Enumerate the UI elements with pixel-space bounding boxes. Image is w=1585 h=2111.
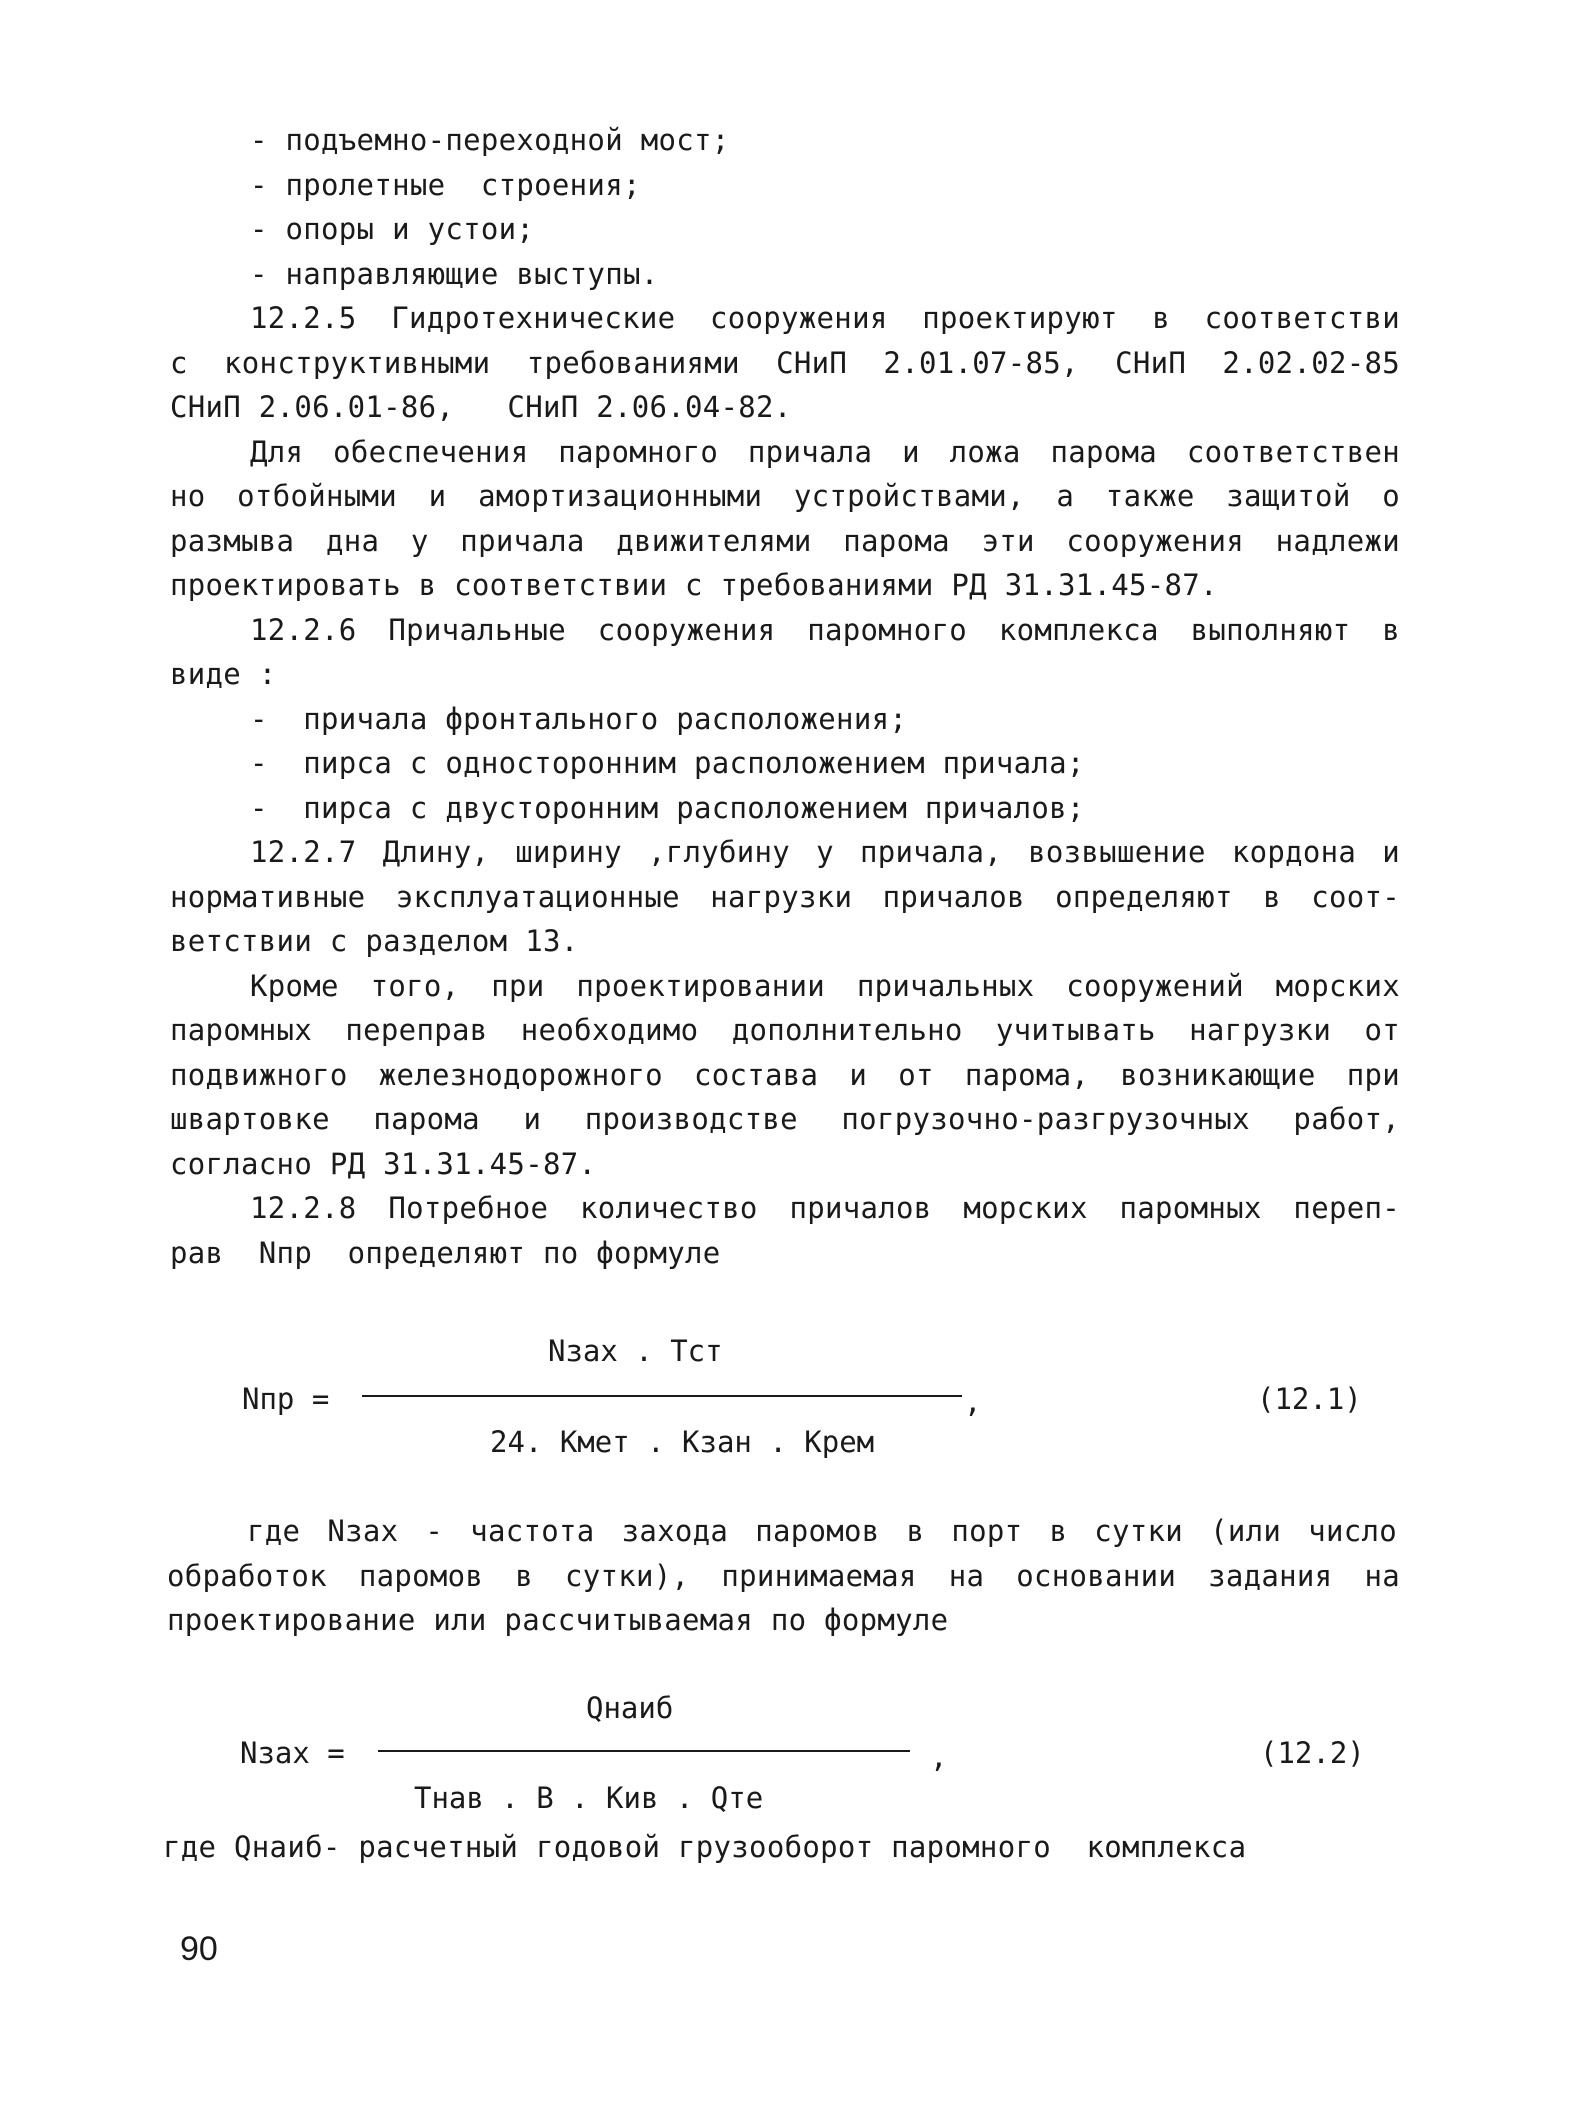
formula-12-1-lhs: Nпр = [242,1382,330,1416]
paragraph-besides-line: согласно РД 31.31.45-87. [170,1146,597,1181]
paragraph-12-2-7-line: нормативные эксплуатационные нагрузки причалов определяют в соот- [170,879,1400,914]
formula-12-2-fraction-bar [378,1750,910,1752]
paragraph-12-2-8-line: рав Nпр определяют по формуле [170,1235,721,1270]
where-qnaib-paragraph [163,1825,1403,1870]
formula-12-2-comma: , [930,1740,948,1774]
where-nzax-line: обработок паромов в сутки), принимаемая на основании задания на [167,1558,1400,1593]
paragraph-defense-line: проектировать в соответствии с требованиями РД 31.31.45-87. [170,568,1218,602]
list-item: - подъемно-переходной мост; [250,123,730,157]
paragraph-12-2-6-line: виде : [170,657,277,691]
paragraph-12-2-6-line: 12.2.6 Причальные сооружения паромного комплекса выполняют в [250,612,1400,647]
paragraph-12-2-8-line: 12.2.8 Потребное количество причалов морских паромных переп- [250,1191,1400,1225]
list-item: - пирса с односторонним расположением причала; [250,746,1085,780]
formula-12-1-denominator: 24. Кмет . Кзан . Крем [490,1425,875,1459]
paragraph-12-2-7-line: 12.2.7 Длину, ширину ,глубину у причала, возвышение кордона и [250,835,1400,869]
list-item: - пирса с двусторонним расположением причалов; [250,790,1085,825]
formula-12-2-numerator: Qнаиб [586,1691,674,1725]
where-qnaib-line: где Qнаиб- расчетный годовой грузооборот паромного комплекса [163,1830,1247,1864]
formula-12-1-comma: , [964,1385,982,1419]
formula-12-2-denominator: Тнав . В . Кив . Qте [414,1781,764,1815]
paragraph-besides-line: Кроме того, при проектировании причальных сооружений морских [250,968,1400,1003]
paragraph-defense-line: но отбойными и амортизационными устройствами, а также защитой о [170,479,1400,513]
paragraph-besides-line: паромных переправ необходимо дополнительно учитывать нагрузки от [170,1013,1400,1047]
document-body [170,118,1400,1275]
formula-12-1-fraction-bar [362,1395,962,1397]
formula-12-2-lhs: Nзах = [240,1736,345,1770]
list-item: - пролетные строения; [250,167,641,202]
paragraph-defense-line: размыва дна у причала движителями парома эти сооружения надлежи [170,523,1400,558]
where-nzax-line: где Nзах - частота захода паромов в порт в сутки (или число [247,1514,1397,1548]
list-item: - опоры и устои; [250,212,535,246]
list-item: - причала фронтального расположения; [250,701,908,736]
paragraph-besides-line: швартовке парома и производстве погрузочно-разгрузочных работ, [170,1102,1400,1136]
paragraph-besides-line: подвижного железнодорожного состава и от парома, возникающие при [170,1057,1400,1092]
formula-12-2-number: (12.2) [1260,1736,1365,1770]
paragraph-12-2-5-line: 12.2.5 Гидротехнические сооружения проектируют в соответстви [250,301,1400,335]
paragraph-12-2-5-line: СНиП 2.06.01-86, СНиП 2.06.04-82. [170,390,792,424]
paragraph-12-2-5-line: с конструктивными требованиями СНиП 2.01.07-85, СНиП 2.02.02-85 [170,345,1400,380]
where-nzax-line: проектирование или рассчитываемая по формуле [167,1603,949,1637]
paragraph-12-2-7-line: ветствии с разделом 13. [170,924,579,958]
paragraph-defense-line: Для обеспечения паромного причала и ложа парома соответствен [250,434,1400,469]
where-nzax-paragraph [167,1509,1400,1643]
formula-12-1-number: (12.1) [1257,1382,1362,1416]
formula-12-1-numerator: Nзах . Тст [548,1334,723,1368]
list-item: - направляющие выступы. [250,256,659,291]
page-number: 90 [180,1930,218,1968]
